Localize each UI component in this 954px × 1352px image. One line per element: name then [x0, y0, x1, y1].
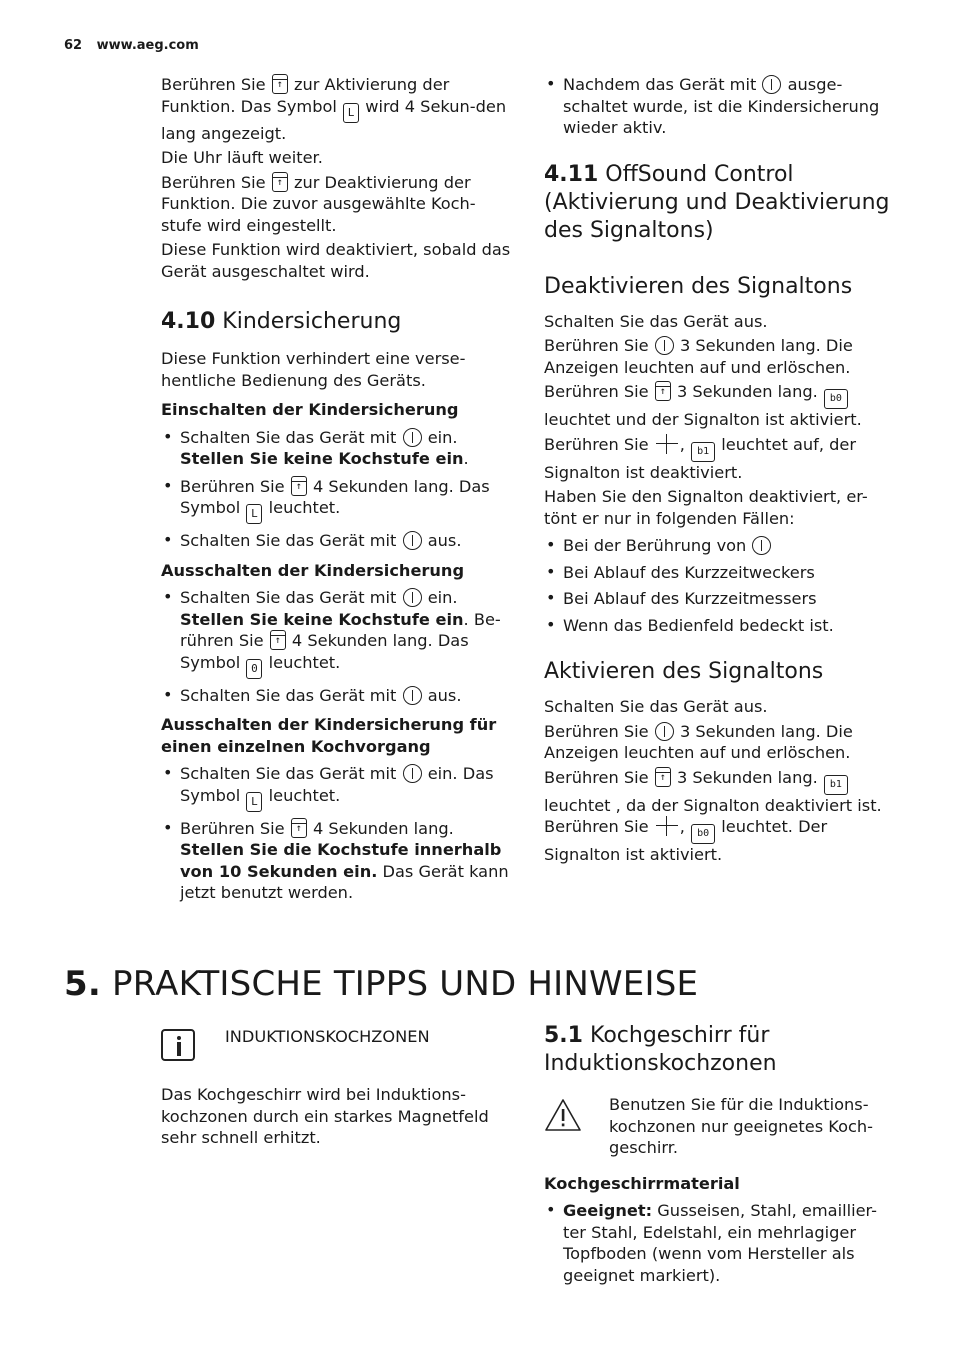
list-item: • Berühren Sie ↑ 4 Sekunden lang. Das Symbol L leuchtet. — [161, 476, 516, 525]
paragraph: Berühren Sie ↑ 3 Sekunden lang. b1 leuchtet , da der Signalton deaktiviert ist. Berühren Sie , b0 leuchtet. Der Signalton ist aktiviert. — [544, 767, 899, 866]
list-item: • Schalten Sie das Gerät mit aus. — [161, 530, 516, 552]
power-icon — [403, 531, 422, 550]
power-icon — [762, 75, 781, 94]
paragraph: Haben Sie den Signalton deaktiviert, er-tönt er nur in folgenden Fällen: — [544, 487, 868, 528]
list-item: • Bei Ablauf des Kurzzeitweckers — [544, 562, 899, 584]
power-icon — [655, 722, 674, 741]
lock-key-icon — [272, 172, 288, 192]
chapter-heading: 5. PRAKTISCHE TIPPS UND HINWEISE — [64, 964, 699, 1004]
info-label: INDUKTIONSKOCHZONEN — [225, 1027, 430, 1046]
paragraph: Diese Funktion wird deaktiviert, sobald das Gerät ausgeschaltet wird. — [161, 240, 511, 281]
section-heading-4-10: 4.10 Kindersicherung — [161, 309, 402, 334]
subheading: Ausschalten der Kindersicherung — [161, 560, 465, 580]
info-icon — [161, 1029, 195, 1061]
lock-key-icon — [291, 476, 307, 496]
power-icon — [752, 536, 771, 555]
list-item: • Geeignet: Gusseisen, Stahl, emaillier-ter Stahl, Edelstahl, ein mehrlagiger Topfboden (wenn vom Hersteller als geeignet markiert). — [544, 1200, 899, 1286]
lock-symbol-icon: L — [246, 792, 262, 812]
power-icon — [403, 428, 422, 447]
list-item: • Schalten Sie das Gerät mit ein. Das Symbol L leuchtet. — [161, 763, 516, 812]
lock-symbol-icon: L — [246, 504, 262, 524]
list-item: • Bei der Berührung von — [544, 535, 899, 557]
subsection-heading-activate: Aktivieren des Signaltons — [544, 659, 824, 684]
bullet-list — [161, 587, 516, 706]
paragraph: Berühren Sie 3 Sekunden lang. Die Anzeigen leuchten auf und erlöschen. — [544, 336, 853, 377]
bullet-list — [161, 763, 516, 904]
bullet-list — [161, 427, 516, 552]
page-number: 62 — [64, 38, 83, 53]
paragraph: Berühren Sie 3 Sekunden lang. Die Anzeigen leuchten auf und erlöschen. — [544, 721, 853, 762]
paragraph: Berühren Sie ↑ 3 Sekunden lang. b0 leuchtet und der Signalton ist aktiviert. — [544, 381, 899, 431]
lock-key-icon — [270, 630, 286, 650]
paragraph: Das Kochgeschirr wird bei Induktions-kochzonen durch ein starkes Magnetfeld sehr schnell erhitzt. — [161, 1085, 489, 1147]
list-item: • Nachdem das Gerät mit ausge-schaltet wurde, ist die Kindersicherung wieder aktiv. — [544, 74, 899, 139]
page-header — [64, 38, 199, 53]
sound-off-symbol-icon: b1 — [824, 775, 848, 795]
paragraph: Berühren Sie ↑ zur Aktivierung der Funktion. Das Symbol L wird 4 Sekun-den lang angezeigt. — [161, 74, 516, 144]
sound-off-symbol-icon: b1 — [691, 442, 715, 462]
section-heading-5-1: 5.1 Kochgeschirr für Induktionskochzonen — [544, 1023, 777, 1076]
section-heading-4-11: 4.11 OffSound Control (Aktivierung und Deaktivierung des Signaltons) — [544, 161, 890, 243]
power-icon — [403, 764, 422, 783]
list-item: • Schalten Sie das Gerät mit ein. Stellen Sie keine Kochstufe ein. Be-rühren Sie ↑ 4 Sekunden lang. Das Symbol 0 leuchtet. — [161, 587, 516, 679]
warning-text: Benutzen Sie für die Induktions-kochzonen nur geeignetes Koch-geschirr. — [609, 1095, 873, 1157]
lock-key-icon — [655, 767, 671, 787]
sound-on-symbol-icon: b0 — [824, 389, 848, 409]
right-column — [544, 74, 899, 869]
section-5-1 — [544, 1022, 899, 1292]
zero-symbol-icon: 0 — [246, 659, 262, 679]
bullet-list — [544, 1200, 899, 1286]
paragraph: Schalten Sie das Gerät aus. — [544, 311, 768, 331]
list-item: • Schalten Sie das Gerät mit ein. Stellen Sie keine Kochstufe ein. — [161, 427, 516, 470]
list-item: • Schalten Sie das Gerät mit aus. — [161, 685, 516, 707]
warning-note — [544, 1094, 899, 1159]
list-item: • Bei Ablauf des Kurzzeitmessers — [544, 588, 899, 610]
power-icon — [403, 588, 422, 607]
lock-key-icon — [272, 74, 288, 94]
power-icon — [655, 336, 674, 355]
paragraph: Die Uhr läuft weiter. — [161, 148, 323, 167]
list-item: • Berühren Sie ↑ 4 Sekunden lang. Stellen Sie die Kochstufe innerhalb von 10 Sekunden ein. Das Gerät kann jetzt benutzt werden. — [161, 818, 516, 904]
subheading: Ausschalten der Kindersicherung für einen einzelnen Kochvorgang — [161, 715, 497, 756]
lock-key-icon — [655, 381, 671, 401]
paragraph: Schalten Sie das Gerät aus. — [544, 697, 768, 716]
site-url: www.aeg.com — [96, 38, 199, 53]
subheading: Einschalten der Kindersicherung — [161, 400, 459, 419]
bullet-list — [544, 74, 899, 139]
subsection-heading-deactivate: Deaktivieren des Signaltons — [544, 273, 853, 299]
sound-on-symbol-icon: b0 — [691, 824, 715, 844]
paragraph: Berühren Sie ↑ zur Deaktivierung der Funktion. Die zuvor ausgewählte Koch-stufe wird eingestellt. — [161, 172, 516, 237]
list-item: • Wenn das Bedienfeld bedeckt ist. — [544, 615, 899, 637]
bullet-list — [544, 535, 899, 636]
paragraph: Berühren Sie , b1 leuchtet auf, der Signalton ist deaktiviert. — [544, 434, 856, 482]
plus-icon — [656, 434, 678, 454]
left-column — [161, 74, 516, 910]
power-icon — [403, 686, 422, 705]
plus-icon — [656, 816, 678, 836]
lock-symbol-icon: L — [343, 103, 359, 123]
lock-key-icon — [291, 818, 307, 838]
paragraph: Diese Funktion verhindert eine verse-hentliche Bedienung des Geräts. — [161, 349, 466, 390]
warning-triangle-icon — [544, 1098, 582, 1132]
subheading: Kochgeschirrmaterial — [544, 1173, 740, 1193]
